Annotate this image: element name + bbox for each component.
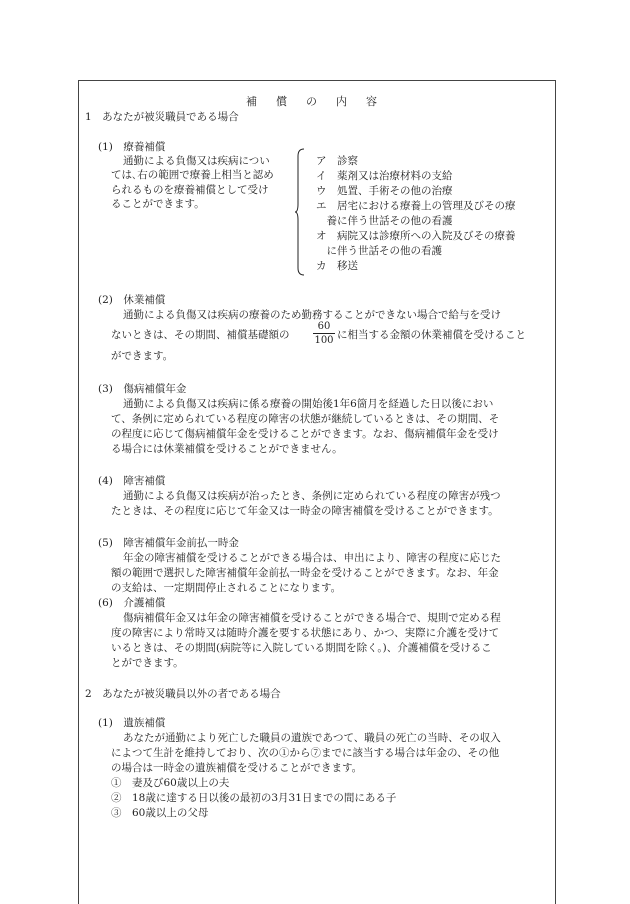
leave-line: ないときは、その期間、補償基礎額の (111, 329, 290, 341)
leave-heading: (2) 休業補償 (98, 294, 166, 306)
curly-brace (295, 148, 305, 276)
page-title: 補償の内容 (246, 95, 396, 108)
care-line: 傷病補償年金又は年金の障害補償を受けることができる場合で、規則で定める程 (123, 612, 501, 624)
fraction-bar (313, 333, 335, 334)
medical-item: エ 居宅における療養上の管理及びその療 (316, 200, 516, 212)
disability-line: たときは、その程度に応じて年金又は一時金の障害補償を受けることができます。 (111, 505, 499, 517)
medical-item: オ 病院又は診療所への入院及びその療養 (316, 230, 516, 242)
care-heading: (6) 介護補償 (98, 597, 166, 609)
injury-pension-heading: (3) 傷病補償年金 (98, 383, 187, 395)
medical-left-line: ては､右の範囲で療養上相当と認め (111, 169, 274, 181)
care-line: 度の障害により常時又は随時介護を要する状態にあり、かつ、実際に介護を受けて (111, 627, 500, 639)
fraction-denominator: 100 (314, 335, 334, 346)
section2-heading: 2 あなたが被災職員以外の者である場合 (85, 688, 281, 700)
care-line: とができます。 (111, 657, 184, 669)
medical-left-line: ることができます。 (111, 198, 205, 210)
section1-heading: 1 あなたが被災職員である場合 (85, 111, 239, 123)
disability-line: 通勤による負傷又は疾病が治ったとき、条例に定められている程度の障害が残つ (123, 490, 501, 502)
advance-heading: (5) 障害補償年金前払一時金 (98, 537, 239, 549)
injury-pension-line: て、条例に定められている程度の障害の状態が継続しているときは、その期間、そ (111, 413, 500, 425)
advance-line: の支給は、一定期間停止されることになります。 (111, 582, 342, 594)
survivor-item: ① 妻及び60歳以上の夫 (111, 777, 230, 789)
fraction-numerator: 60 (317, 321, 331, 332)
medical-item: ウ 処置、手術その他の治療 (316, 185, 453, 197)
survivor-item: ③ 60歳以上の父母 (111, 807, 209, 819)
survivor-line: の場合は一時金の遺族補償を受けることができます。 (111, 762, 363, 774)
survivor-line: によつて生計を維持しており、次の①から⑦までに該当する場合は年金の、その他 (111, 747, 500, 759)
medical-item: カ 移送 (316, 260, 358, 272)
medical-heading: (1) 療養補償 (98, 141, 166, 153)
medical-left-line: られるものを療養補償として受け (111, 184, 269, 196)
survivor-item: ② 18歳に達する日以後の最初の3月31日までの間にある子 (111, 792, 397, 804)
survivor-line: あなたが通勤により死亡した職員の遺族であつて、職員の死亡の当時、その収入 (123, 732, 501, 744)
medical-item: イ 薬剤又は治療材料の支給 (316, 170, 453, 182)
medical-item: ア 診察 (316, 155, 358, 167)
advance-line: 額の範囲で選択した障害補償年金前払一時金を受けることができます。なお、年金 (111, 567, 499, 579)
leave-line: ができます。 (111, 350, 174, 362)
leave-line: 通勤による負傷又は疾病の療養のため勤務することができない場合で給与を受け (123, 309, 501, 321)
care-line: いるときは、その期間(病院等に入院している期間を除く。)、介護補償を受けるこ (111, 642, 492, 654)
advance-line: 年金の障害補償を受けることができる場合は、申出により、障害の程度に応じた (123, 552, 501, 564)
leave-line: に相当する金額の休業補償を受けること (337, 329, 526, 341)
medical-item: に伴う世話その他の看護 (316, 245, 442, 257)
injury-pension-line: の程度に応じて傷病補償年金を受けることができます。なお、傷病補償年金を受け (111, 428, 499, 440)
survivor-heading: (1) 遺族補償 (98, 717, 166, 729)
injury-pension-line: 通勤による負傷又は疾病に係る療養の開始後1年6箇月を経過した日以後におい (123, 398, 494, 410)
fraction (313, 321, 335, 346)
medical-item: 養に伴う世話その他の看護 (316, 215, 453, 227)
injury-pension-line: る場合には休業補償を受けることができません。 (111, 443, 343, 455)
medical-left-line: 通勤による負傷又は疾病につい (123, 155, 270, 167)
disability-heading: (4) 障害補償 (98, 475, 166, 487)
